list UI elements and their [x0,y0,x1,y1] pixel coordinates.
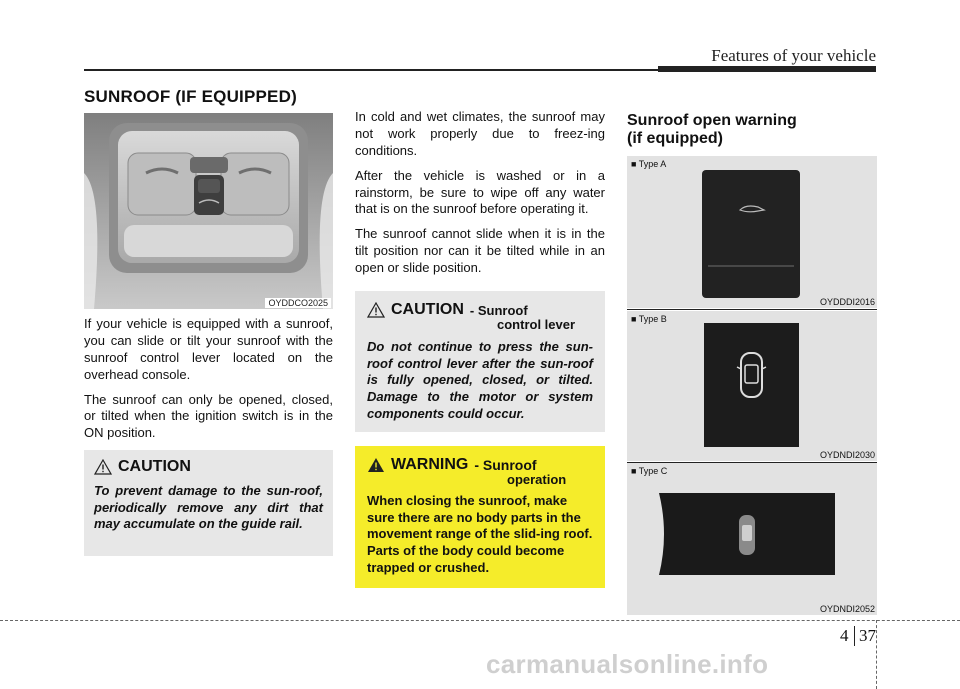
type-label: ■ Type B [631,314,667,324]
warning-box-sunroof-operation [355,446,605,588]
footer-rule [0,620,960,621]
type-b-panel [627,311,877,461]
paragraph: The sunroof can only be opened, closed, or tilted when the ignition switch is in the ON position. [84,391,333,441]
figure-code: OYDNDI2052 [819,604,875,614]
overhead-console-illustration [84,113,333,309]
figure-code: OYDDCO2025 [265,298,331,308]
paragraph: In cold and wet climates, the sunroof may not work properly due to freez-ing conditions. [355,109,605,158]
caution-box-guide-rail [84,450,333,556]
type-label: ■ Type C [631,466,668,476]
watermark: carmanualsonline.info [486,649,769,679]
caution-body: Do not continue to press the sun-roof control lever after the sun-roof is fully opened, closed, or tilted. Damage to the motor or system components could occur. [367,339,593,421]
warning-subject: - Sunroof [474,457,537,473]
type-a-display [702,170,800,298]
type-a-panel [627,156,877,308]
warning-triangle-icon [94,459,112,475]
climate-text [355,109,605,285]
sunroof-warning-title [627,112,797,147]
type-label: ■ Type A [631,159,667,169]
paragraph: The sunroof cannot slide when it is in the tilt position nor can it be tilted while in an open or slide position. [355,226,605,276]
divider [627,309,877,310]
caution-body: To prevent damage to the sun-roof, periodically remove any dirt that may accumulate on the guide rail. [94,483,323,532]
warning-triangle-icon [367,457,385,473]
running-header: Features of your vehicle [711,46,876,65]
page-number-divider [854,626,855,646]
caution-box-control-lever [355,291,605,432]
type-b-display [704,323,799,447]
warning-label: WARNING [391,456,469,473]
type-c-panel [627,463,877,615]
footer-crop-mark [876,620,877,689]
caution-heading [94,458,323,476]
title-line: Sunroof open warning [627,112,797,129]
figure-code: OYDDDI2016 [819,297,875,307]
title-line: (if equipped) [627,129,723,147]
section-title: SUNROOF (IF EQUIPPED) [84,87,297,106]
caution-subject: - Sunroof [469,302,528,318]
paragraph: After the vehicle is washed or in a rainstorm, be sure to wipe off any water that is on the sunroof before operating it. [355,167,605,217]
warning-subject-line2: operation [507,472,567,487]
header-rule-accent [658,66,876,72]
chapter-number: 4 [840,626,849,645]
caution-subject-line2: control lever [497,317,576,332]
overhead-console-photo [84,113,333,309]
caution-label: CAUTION [118,458,191,475]
type-c-display [655,489,839,579]
caution-label: CAUTION [391,301,464,318]
page-number: 37 [859,626,876,645]
figure-code: OYDNDI2030 [819,450,875,460]
warning-body: When closing the sunroof, make sure there are no body parts in the movement range of the slid-ing roof. Parts of the body could become trapped or crushed. [367,493,593,575]
car-top-view-icon [704,323,799,447]
sunroof-open-icon [702,170,800,298]
paragraph: If your vehicle is equipped with a sunroof, you can slide or tilt your sunroof with the sunroof control lever located on the overhead console. [84,316,333,382]
warning-triangle-icon [367,302,385,318]
intro-text [84,316,333,450]
